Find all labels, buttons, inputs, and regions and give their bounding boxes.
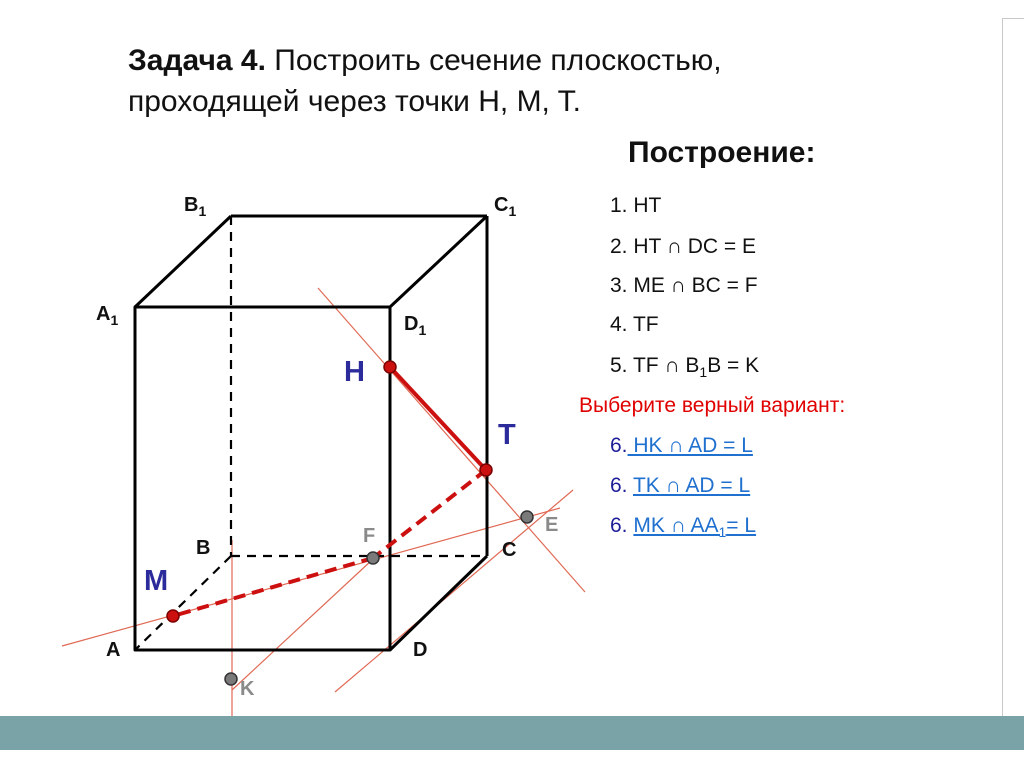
task-text-line2: проходящей через точки H, M, T.: [128, 85, 582, 118]
point-K: [225, 673, 237, 685]
step-2: 2. HT ∩ DC = E: [610, 235, 756, 258]
section-HT: [390, 367, 486, 470]
label-H: H: [344, 356, 365, 388]
visible-edges: [135, 216, 487, 650]
label-B1: $B_1$: [184, 194, 207, 219]
label-T: T: [498, 419, 516, 451]
point-T: [480, 464, 492, 476]
option-1[interactable]: 6. HK ∩ AD = L: [610, 434, 753, 457]
label-F: F: [363, 525, 376, 547]
option-2-link[interactable]: TK ∩ AD = L: [632, 474, 751, 497]
point-M: [167, 610, 179, 622]
option-2[interactable]: 6. TK ∩ AD = L: [610, 474, 751, 497]
point-F: [367, 552, 379, 564]
step-1: 1. HT: [610, 194, 662, 217]
line-DC-extended: [335, 490, 573, 692]
edge-A1-B1: [135, 216, 231, 307]
option-1-link[interactable]: HK ∩ AD = L: [627, 434, 753, 457]
point-E: [521, 511, 533, 523]
label-M: M: [144, 565, 169, 597]
choose-prompt: Выберите верный вариант:: [579, 394, 846, 417]
step-3: 3. ME ∩ BC = F: [610, 274, 758, 297]
label-C: C: [502, 539, 517, 561]
task-number: Задача 4.: [128, 44, 266, 77]
label-A1: $A_1$: [96, 303, 119, 328]
label-K: K: [240, 678, 255, 700]
label-D: D: [413, 639, 428, 661]
auxiliary-lines: [62, 288, 585, 716]
label-B: B: [196, 537, 211, 559]
label-C1: $C_1$: [494, 194, 517, 219]
task-text-line1: Построить сечение плоскостью,: [265, 44, 722, 77]
point-H: [384, 361, 396, 373]
option-3-link[interactable]: MK ∩ $AA_1= L$: [633, 514, 757, 541]
line-HT-extended: [318, 288, 585, 592]
edge-D1-C1: [390, 216, 487, 307]
step-5: 5. TF ∩ $B_1B = K$: [610, 354, 760, 381]
label-E: E: [545, 514, 559, 536]
hidden-edges: [135, 216, 487, 650]
construction-heading: Построение:: [628, 136, 816, 169]
edge-C-D: [390, 556, 487, 650]
label-A: A: [106, 639, 121, 661]
option-3[interactable]: 6. MK ∩ $AA_1= L$: [610, 514, 757, 541]
step-4: 4. TF: [610, 313, 659, 336]
label-D1: $D_1$: [404, 313, 427, 338]
